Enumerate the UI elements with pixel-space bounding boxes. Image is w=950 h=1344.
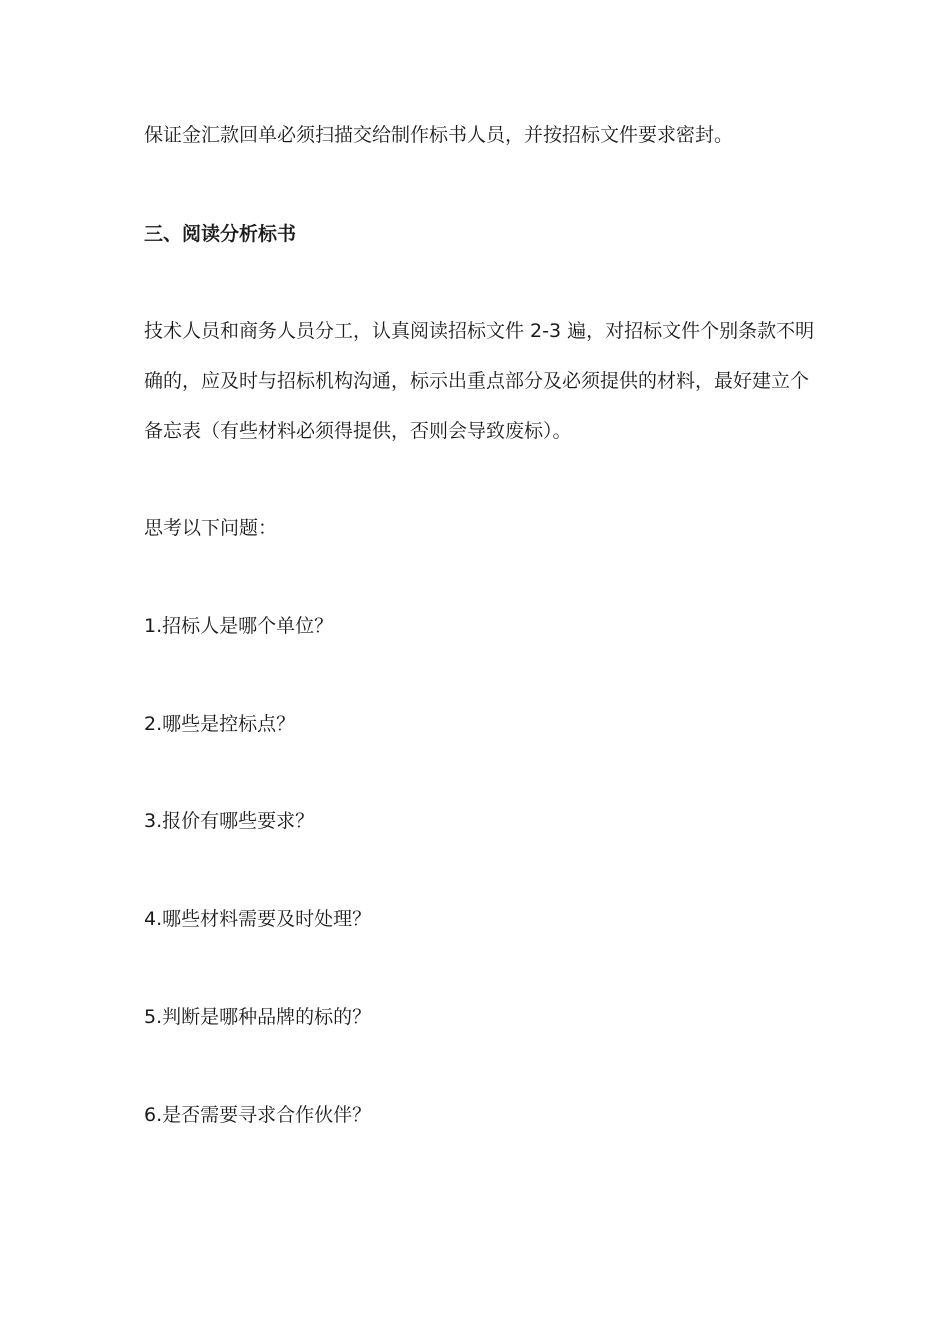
paragraph-line-1: 技术人员和商务人员分工，认真阅读招标文件 2-3 遍，对招标文件个别条款不明 bbox=[144, 320, 815, 342]
question-item-4: 4.哪些材料需要及时处理？ bbox=[144, 908, 372, 930]
section-heading: 三、阅读分析标书 bbox=[144, 223, 297, 245]
question-item-2: 2.哪些是控标点？ bbox=[144, 713, 296, 735]
question-item-3: 3.报价有哪些要求？ bbox=[144, 810, 315, 832]
question-item-1: 1.招标人是哪个单位？ bbox=[144, 615, 334, 637]
think-label: 思考以下问题： bbox=[144, 517, 278, 539]
intro-line: 保证金汇款回单必须扫描交给制作标书人员，并按招标文件要求密封。 bbox=[144, 124, 734, 146]
paragraph-line-3: 备忘表（有些材料必须得提供，否则会导致废标）。 bbox=[144, 420, 572, 442]
question-item-6: 6.是否需要寻求合作伙伴？ bbox=[144, 1104, 372, 1126]
question-item-5: 5.判断是哪种品牌的标的？ bbox=[144, 1006, 372, 1028]
paragraph-line-2: 确的，应及时与招标机构沟通，标示出重点部分及必须提供的材料，最好建立个 bbox=[144, 370, 810, 392]
